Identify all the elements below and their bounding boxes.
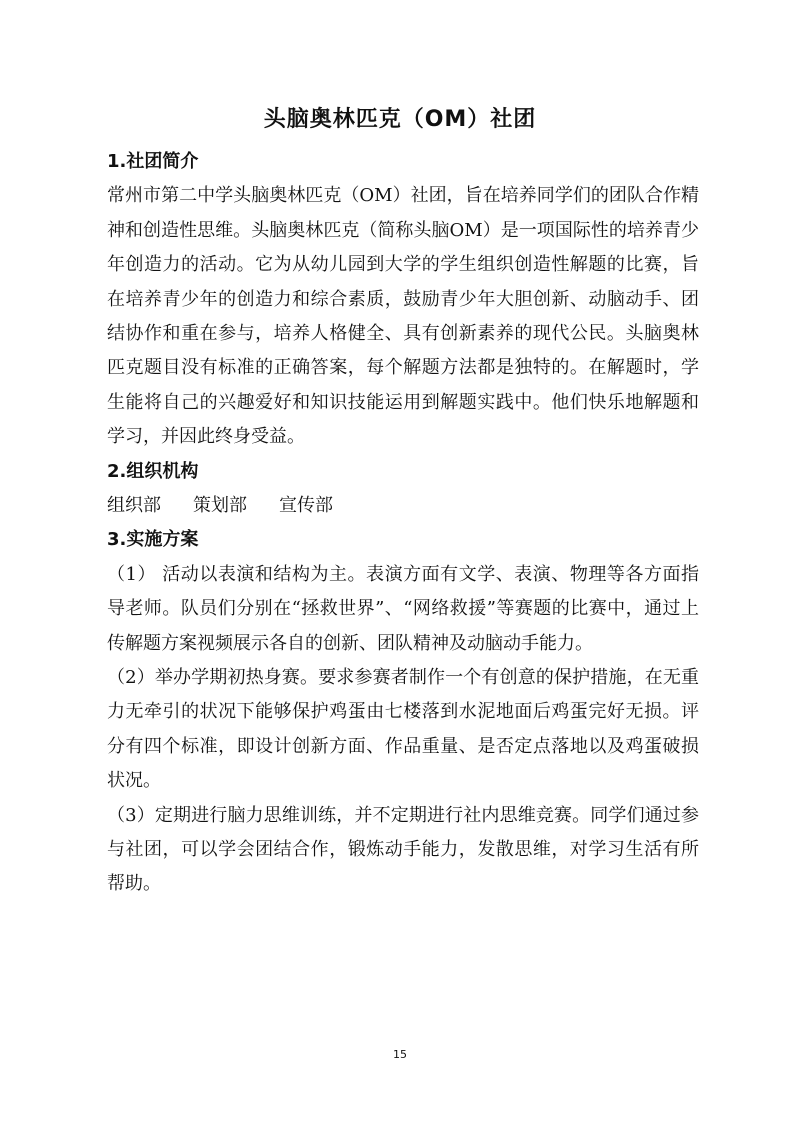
document-body	[107, 145, 699, 902]
department-list	[107, 489, 699, 523]
section-heading-organization: 2.组织机构	[107, 460, 199, 482]
section-heading-plan: 3.实施方案	[107, 529, 199, 551]
intro-paragraph: 常州市第二中学头脑奥林匹克（OM）社团，旨在培养同学们的团队合作精神和创造性思维。头脑奥林匹克（简称头脑OM）是一项国际性的培养青少年创造力的活动。它为从幼儿园到大学的学生组织创造性解题的比赛，旨在培养青少年的创造力和综合素质，鼓励青少年大胆创新、动脑动手、团结协作和重在参与，培养人格健全、具有创新素养的现代公民。头脑奥林匹克题目没有标准的正确答案，每个解题方法都是独特的。在解题时，学生能将自己的兴趣爱好和知识技能运用到解题实践中。他们快乐地解题和学习，并因此终身受益。	[107, 185, 699, 448]
section-heading-intro: 1.社团简介	[107, 151, 199, 172]
plan-paragraph-3: （3）定期进行脑力思维训练，并不定期进行社内思维竞赛。同学们通过参与社团，可以学会团结合作，锻炼动手能力，发散思维，对学习生活有所帮助。	[107, 804, 699, 895]
plan-paragraph-1: （1） 活动以表演和结构为主。表演方面有文学、表演、物理等各方面指导老师。队员们分别在“拯救世界”、“网络救援”等赛题的比赛中，通过上传解题方案视频展示各自的创新、团队精神及动脑动手能力。	[107, 563, 699, 654]
plan-paragraph-2: （2）举办学期初热身赛。要求参赛者制作一个有创意的保护措施，在无重力无牵引的状况下能够保护鸡蛋由七楼落到水泥地面后鸡蛋完好无损。评分有四个标准，即设计创新方面、作品重量、是否定点落地以及鸡蛋破损状况。	[107, 667, 699, 792]
page-title: 头脑奥林匹克（OM）社团	[263, 107, 537, 132]
page-number: 15	[393, 1048, 407, 1061]
department-item: 策划部	[193, 495, 247, 517]
department-item: 组织部	[107, 495, 161, 517]
department-item: 宣传部	[279, 495, 333, 517]
